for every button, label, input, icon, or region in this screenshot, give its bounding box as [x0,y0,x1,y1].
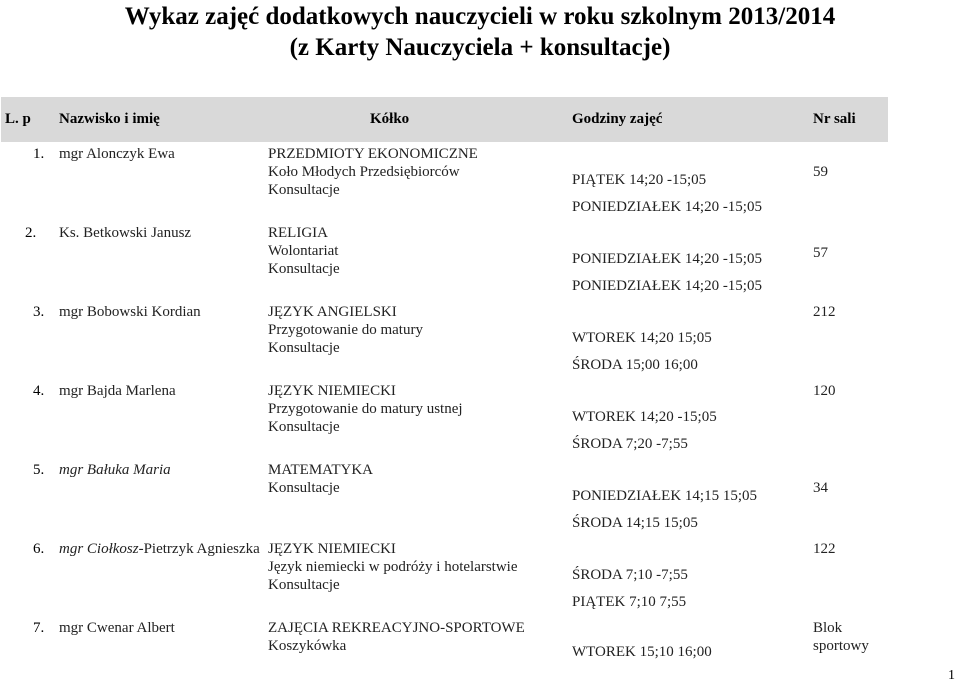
row-number: 5. [33,462,45,478]
activity: Konsultacje [268,182,340,198]
room-number: 122 [813,541,836,557]
header-lp: L. p [5,111,31,127]
activity: JĘZYK NIEMIECKI [268,383,396,399]
teacher-name: mgr Cwenar Albert [59,620,175,636]
activity: PRZEDMIOTY EKONOMICZNE [268,146,478,162]
room-label: sportowy [813,638,869,654]
activity: Konsultacje [268,340,340,356]
row-number: 3. [33,304,45,320]
time-slot: ŚRODA 7;20 -7;55 [572,436,688,452]
activity: ZAJĘCIA REKREACYJNO-SPORTOWE [268,620,525,636]
room-number: 59 [813,164,828,180]
activity: Konsultacje [268,419,340,435]
activity: Koło Młodych Przedsiębiorców [268,164,460,180]
activity: Wolontariat [268,243,339,259]
row-number: 1. [33,146,45,162]
time-slot: WTOREK 15;10 16;00 [572,644,712,660]
activity: RELIGIA [268,225,328,241]
room-number: 212 [813,304,836,320]
activity: Konsultacje [268,261,340,277]
time-slot: PONIEDZIAŁEK 14;20 -15;05 [572,278,762,294]
time-slot: PIĄTEK 7;10 7;55 [572,594,687,610]
activity: Konsultacje [268,480,340,496]
header-sala: Nr sali [813,111,856,127]
teacher-name: mgr Bajda Marlena [59,383,176,399]
row-number: 7. [33,620,45,636]
row-number: 2. [25,225,37,241]
row-number: 6. [33,541,45,557]
time-slot: ŚRODA 15;00 16;00 [572,357,698,373]
teacher-name: mgr Bałuka Maria [59,462,171,478]
time-slot: PONIEDZIAŁEK 14;20 -15;05 [572,251,762,267]
activity: Konsultacje [268,577,340,593]
teacher-name: mgr Bobowski Kordian [59,304,201,320]
time-slot: PONIEDZIAŁEK 14;20 -15;05 [572,199,762,215]
room-number: 57 [813,245,828,261]
activity: Przygotowanie do matury [268,322,423,338]
teacher-name: mgr Alonczyk Ewa [59,146,175,162]
teacher-name: Ks. Betkowski Janusz [59,225,192,241]
time-slot: PIĄTEK 14;20 -15;05 [572,172,707,188]
activity: Język niemiecki w podróży i hotelarstwie [268,559,518,575]
activity: Przygotowanie do matury ustnej [268,401,463,417]
activity: MATEMATYKA [268,462,373,478]
time-slot: ŚRODA 14;15 15;05 [572,515,698,531]
page-number: 1 [948,668,955,683]
header-name: Nazwisko i imię [59,111,160,127]
header-godziny: Godziny zajęć [572,111,663,127]
room-number: 120 [813,383,836,399]
time-slot: PONIEDZIAŁEK 14;15 15;05 [572,488,757,504]
activity: JĘZYK NIEMIECKI [268,541,396,557]
teacher-name-rest: -Pietrzyk Agnieszka [138,541,260,557]
teacher-name [59,540,260,559]
document-subtitle: (z Karty Nauczyciela + konsultacje) [289,34,671,61]
activity: JĘZYK ANGIELSKI [268,304,397,320]
document-title: Wykaz zajęć dodatkowych nauczycieli w roku szkolnym 2013/2014 [124,3,836,30]
teacher-name-italic: mgr Ciołkosz [59,541,139,557]
activity: Koszykówka [268,638,347,654]
header-kolko: Kółko [370,111,410,127]
row-number: 4. [33,383,45,399]
time-slot: WTOREK 14;20 15;05 [572,330,712,346]
room-number: 34 [813,480,828,496]
time-slot: WTOREK 14;20 -15;05 [572,409,717,425]
time-slot: ŚRODA 7;10 -7;55 [572,567,688,583]
room-label: Blok [813,620,843,636]
